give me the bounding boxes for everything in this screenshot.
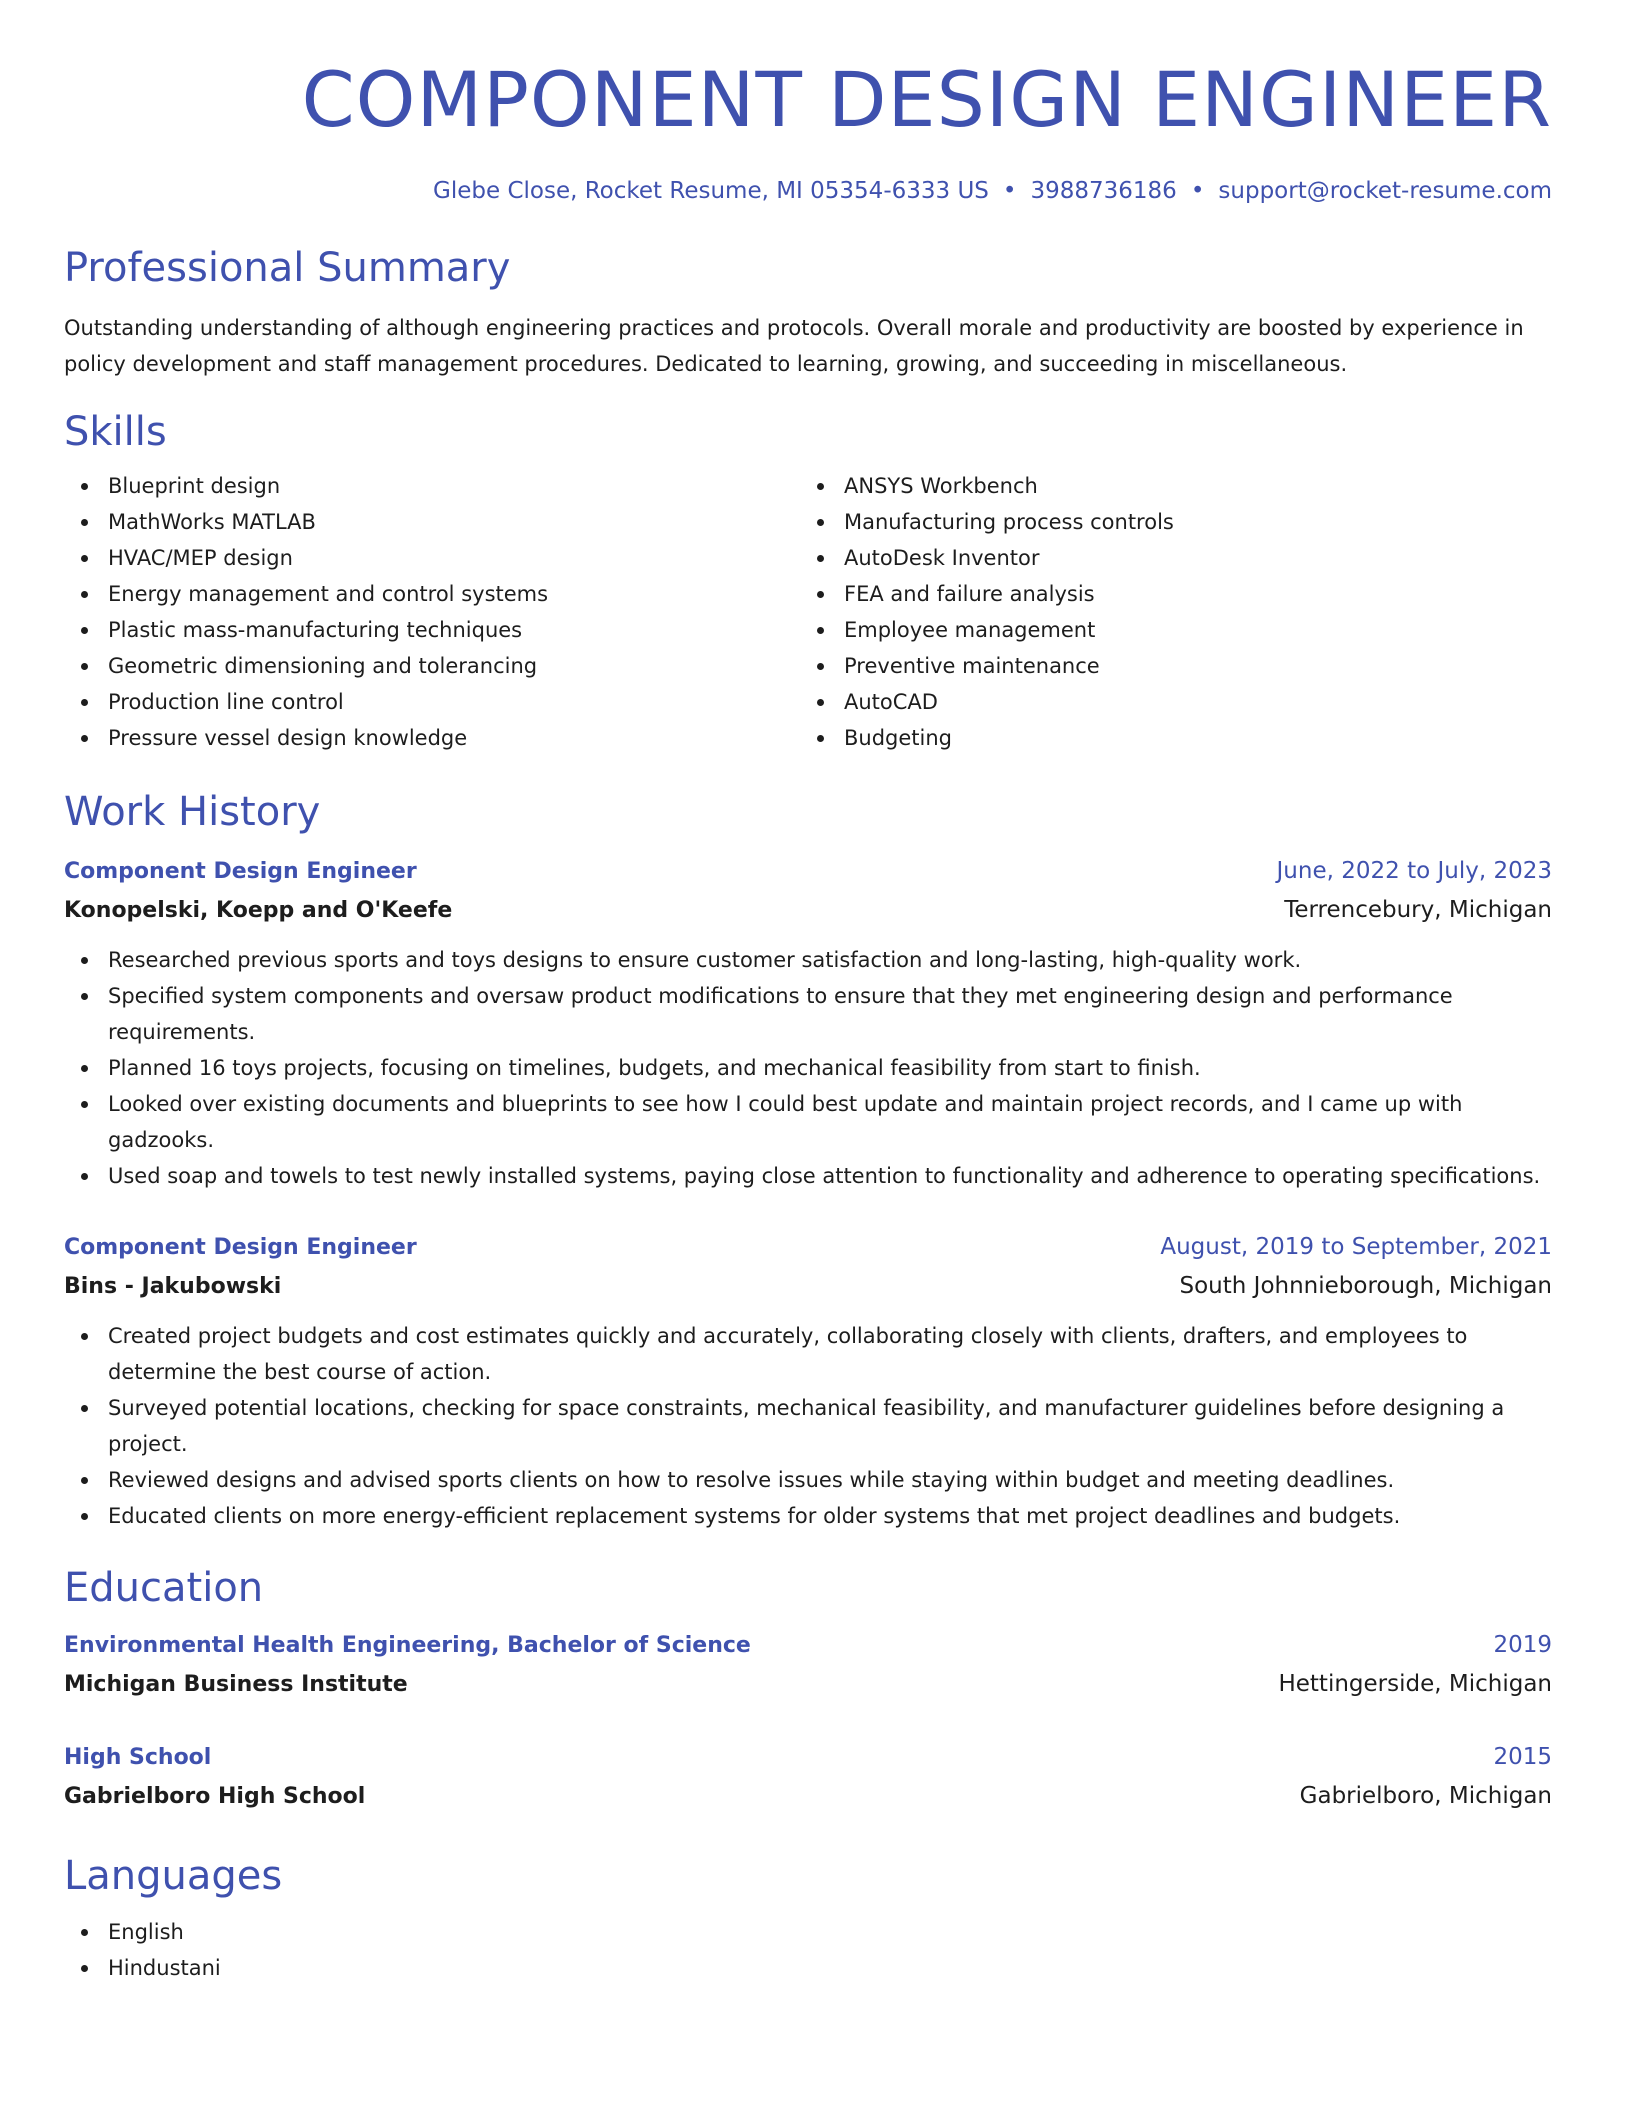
education-school-row [64,1777,1552,1816]
contact-address: Glebe Close, Rocket Resume, MI 05354-6333 US [433,178,989,204]
job-dates: August, 2019 to September, 2021 [1160,1234,1552,1260]
education-header-row [64,1626,1552,1665]
contact-line [64,176,1552,206]
skill-item: Employee management [800,612,1536,648]
job-bullet: Educated clients on more energy-efficient replacement systems for older systems that met project deadlines and budgets. [64,1498,1552,1534]
job-bullets [64,1318,1552,1534]
skill-item: Geometric dimensioning and tolerancing [64,648,800,684]
skill-item: AutoDesk Inventor [800,540,1536,576]
contact-separator: • [1002,178,1017,204]
skills-right-list [800,468,1536,756]
job-employer-row [64,891,1552,930]
education-degree: Environmental Health Engineering, Bachelor of Science [64,1633,751,1658]
skill-item: FEA and failure analysis [800,576,1536,612]
skill-item: MathWorks MATLAB [64,504,800,540]
languages-list [64,1914,1552,1986]
contact-phone: 3988736186 [1030,178,1177,204]
education-header-row [64,1738,1552,1777]
contact-email: support@rocket-resume.com [1218,178,1552,204]
job-employer-row [64,1267,1552,1306]
education-entry [64,1738,1552,1816]
language-item: Hindustani [64,1950,1552,1986]
skills-heading: Skills [64,409,167,455]
job-header-row [64,1228,1552,1267]
job-title: Component Design Engineer [64,1235,417,1260]
job-title: Component Design Engineer [64,859,417,884]
job-bullet: Looked over existing documents and blueprints to see how I could best update and maintain project records, and I came up with gadzooks. [64,1086,1552,1158]
skill-item: Preventive maintenance [800,648,1536,684]
summary-heading: Professional Summary [64,245,511,291]
education-location: Hettingerside, Michigan [1278,1671,1552,1697]
skill-item: HVAC/MEP design [64,540,800,576]
education-entry [64,1626,1552,1704]
contact-separator: • [1190,178,1205,204]
education-degree: High School [64,1745,212,1770]
education-school: Michigan Business Institute [64,1672,408,1697]
education-year: 2019 [1493,1632,1552,1658]
job-entry [64,1228,1552,1534]
skill-item: Pressure vessel design knowledge [64,720,800,756]
skill-item: Production line control [64,684,800,720]
job-bullet: Created project budgets and cost estimates quickly and accurately, collaborating closely with clients, drafters, and employees to determine the best course of action. [64,1318,1552,1390]
job-entry [64,852,1552,1194]
job-dates: June, 2022 to July, 2023 [1276,858,1552,884]
job-bullet: Specified system components and oversaw product modifications to ensure that they met engineering design and performance requirements. [64,978,1552,1050]
job-bullet: Reviewed designs and advised sports clients on how to resolve issues while staying within budget and meeting deadlines. [64,1462,1552,1498]
education-heading: Education [64,1565,264,1611]
education-year: 2015 [1493,1744,1552,1770]
work-history-heading: Work History [64,789,321,835]
job-location: South Johnnieborough, Michigan [1179,1273,1552,1299]
language-item: English [64,1914,1552,1950]
job-location: Terrencebury, Michigan [1284,897,1552,923]
job-bullet: Used soap and towels to test newly installed systems, paying close attention to functionality and adherence to operating specifications. [64,1158,1552,1194]
skill-item: AutoCAD [800,684,1536,720]
job-employer: Konopelski, Koepp and O'Keefe [64,898,453,923]
summary-text: Outstanding understanding of although engineering practices and protocols. Overall morale and productivity are boosted by experience in policy development and staff management procedures. Dedicated to learning, growing, and succeeding in miscellaneous. [64,316,1524,376]
skill-item: Blueprint design [64,468,800,504]
skill-item: Plastic mass-manufacturing techniques [64,612,800,648]
job-bullets [64,942,1552,1194]
skills-left-list [64,468,800,756]
skill-item: Budgeting [800,720,1536,756]
skill-item: ANSYS Workbench [800,468,1536,504]
job-bullet: Planned 16 toys projects, focusing on timelines, budgets, and mechanical feasibility from start to finish. [64,1050,1552,1086]
languages-heading: Languages [64,1853,283,1899]
job-header-row [64,852,1552,891]
education-location: Gabrielboro, Michigan [1299,1783,1552,1809]
job-bullet: Surveyed potential locations, checking for space constraints, mechanical feasibility, and manufacturer guidelines before designing a project. [64,1390,1552,1462]
job-bullet: Researched previous sports and toys designs to ensure customer satisfaction and long-lasting, high-quality work. [64,942,1552,978]
education-school: Gabrielboro High School [64,1784,366,1809]
skill-item: Manufacturing process controls [800,504,1536,540]
skill-item: Energy management and control systems [64,576,800,612]
job-employer: Bins - Jakubowski [64,1274,282,1299]
education-school-row [64,1665,1552,1704]
skills-columns [64,468,1552,756]
resume-title: COMPONENT DESIGN ENGINEER [301,55,1552,144]
